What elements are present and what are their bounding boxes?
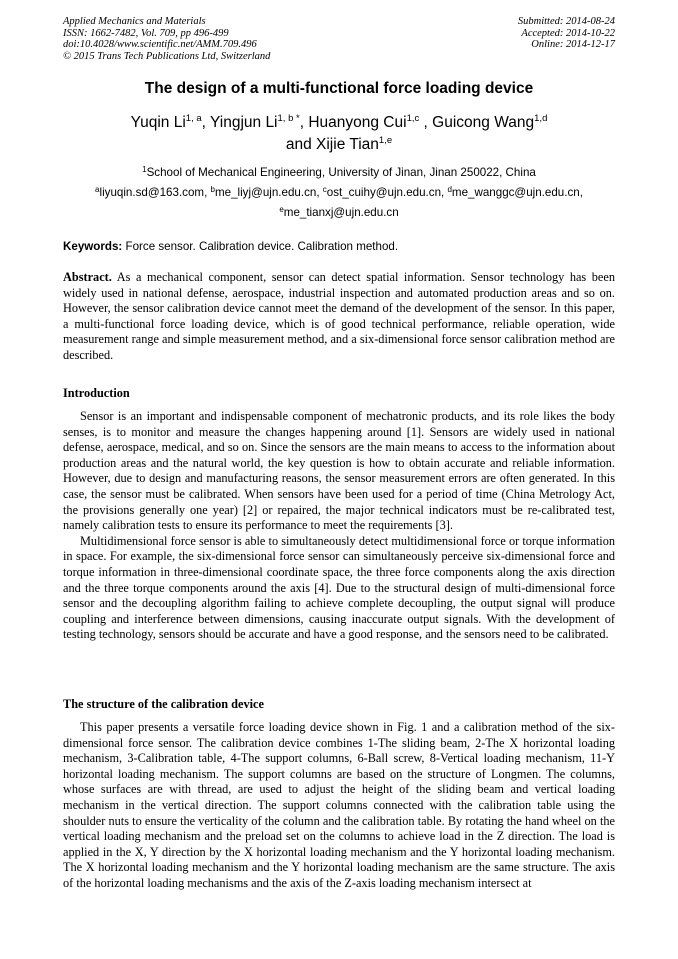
paragraph: Sensor is an important and indispensable component of mechatronic products, and its role likes the body senses, is to monitor and measure the changes happening around [1]. Sensors are widely used in national defense, aerospace, medical, and so on. Since the sensors are the main means to access to the information about production areas and the natural world, the key question is how to obtain accurate and reliable information. However, due to design and manufacturing reasons, the sensor measurement errors are often generated. In this case, the sensor must be calibrated. When sensors have been used for a period of time (China Metrology Act, the provisions generally one year) [2] or repaired, the major technical indicators must be re-calibrated test, namely calibration tests to ensure its performance to meet the requirements [3]. (63, 409, 615, 533)
author-name: Yuqin Li (130, 114, 186, 131)
author-name: Yingjun Li (210, 114, 278, 131)
email-link[interactable]: ost_cuihy@ujn.edu.cn, (326, 186, 448, 199)
submitted-date: Submitted: 2014-08-24 (517, 16, 615, 27)
paragraph: This paper presents a versatile force loading device shown in Fig. 1 and a calibration method of the six-dimensional force sensor. The calibration device combines 1-The sliding beam, 2-The X horizontal loading mechanism, 3-Calibration table, 4-The support columns, 6-Ball screw, 8-Vertical loading mechanism, 11-Y horizontal loading mechanism. The support columns are based on the structure of Longmen. The columns, whose surfaces are with thread, are used to adjust the height of the sliding beam and vertical loading mechanism in the vertical direction. The support columns connected with the calibration table using the shoulder nuts to ensure the verticality of the column and the calibration table. By rotating the hand wheel on the vertical loading mechanism and the preload set on the columns to achieve load in the Z direction. The load is applied in the X, Y direction by the X horizontal loading mechanism and the Y horizontal loading mechanism. The X horizontal loading mechanism and the Y horizontal loading mechanism are the same structure. The axis of the horizontal loading mechanisms and the axis of the Z-axis loading mechanism intersect at (63, 720, 615, 890)
issn: ISSN: 1662-7482, Vol. 709, pp 496-499 (63, 27, 229, 39)
author-name: Huanyong Cui (308, 114, 407, 131)
email-sup: b (210, 185, 215, 194)
keywords-text: Force sensor. Calibration device. Calibration method. (122, 240, 399, 253)
affiliation-sup: 1 (142, 165, 147, 174)
author-sep: , (299, 114, 309, 131)
affiliation-text: School of Mechanical Engineering, University of Jinan, Jinan 250022, China (146, 166, 536, 179)
email-line-2 (40, 203, 638, 223)
abstract-label: Abstract. (63, 270, 112, 284)
email-sup: a (95, 185, 100, 194)
author-sup: 1,d (534, 113, 548, 124)
dates-header (415, 16, 615, 51)
author-sup: 1, a (185, 113, 202, 124)
email-link[interactable]: liyuqin.sd@163.com, (99, 186, 211, 199)
journal-header (63, 16, 363, 62)
author-sup: 1,c (406, 113, 420, 124)
email-sup: e (279, 205, 284, 214)
author-name: Guicong Wang (432, 114, 535, 131)
author-sup: 1, b * (277, 113, 300, 124)
copyright: © 2015 Trans Tech Publications Ltd, Switzerland (63, 50, 271, 62)
accepted-date: Accepted: 2014-10-22 (521, 27, 615, 39)
email-list (40, 183, 638, 223)
email-link[interactable]: me_tianxj@ujn.edu.cn (283, 206, 399, 219)
section-body-structure (63, 720, 615, 892)
author-sup: 1,e (378, 135, 393, 146)
section-heading: Introduction (63, 386, 130, 400)
paper-title: The design of a multi-functional force loading device (144, 80, 534, 97)
abstract-text: As a mechanical component, sensor can detect spatial information. Sensor technology has been widely used in national defense, aerospace, industrial inspection and automated production areas and so on. However, the sensor calibration device cannot meet the demand of the development of the sensor. In this paper, a multi-functional force loading device, which is of good technical performance, reliable operation, wide measurement range and simple measurement method, and a six-dimensional force sensor calibration method are described. (63, 270, 615, 362)
email-line-1 (40, 183, 638, 203)
author-sep: , (201, 114, 210, 131)
keywords-label: Keywords: (63, 240, 123, 253)
online-date: Online: 2014-12-17 (531, 39, 615, 51)
doi: doi:10.4028/www.scientific.net/AMM.709.496 (63, 39, 257, 51)
section-heading: The structure of the calibration device (63, 697, 264, 711)
paragraph: Multidimensional force sensor is able to simultaneously detect multidimensional force or torque information in space. For example, the six-dimensional force sensor can simultaneously perceive six-dimensional force and torque information in three-dimensional coordinate space, the three force components along the axis direction and the three torque components around the axis [4]. Due to the structural design of multi-dimensional force sensor and the decoupling algorithm failing to achieve complete decoupling, the output signal will produce coupling and interference between dimensions, causing inaccurate output signals. With the development of testing technology, sensors should be accurate and have a good response, and the sensors need to be calibrated. (63, 533, 615, 642)
author-sep: , (419, 114, 433, 131)
email-sup: d (447, 185, 452, 194)
author-name: and Xijie Tian (285, 136, 379, 153)
author-line-1 (40, 112, 638, 134)
journal-name: Applied Mechanics and Materials (63, 16, 206, 27)
email-sup: c (322, 185, 327, 194)
author-list (40, 112, 638, 156)
affiliation (40, 163, 638, 183)
author-line-2 (40, 134, 638, 156)
email-link[interactable]: me_liyj@ujn.edu.cn, (214, 186, 323, 199)
keywords (63, 240, 615, 253)
section-body-introduction (63, 409, 615, 643)
abstract (63, 270, 615, 364)
email-link[interactable]: me_wanggc@ujn.edu.cn, (451, 186, 583, 199)
